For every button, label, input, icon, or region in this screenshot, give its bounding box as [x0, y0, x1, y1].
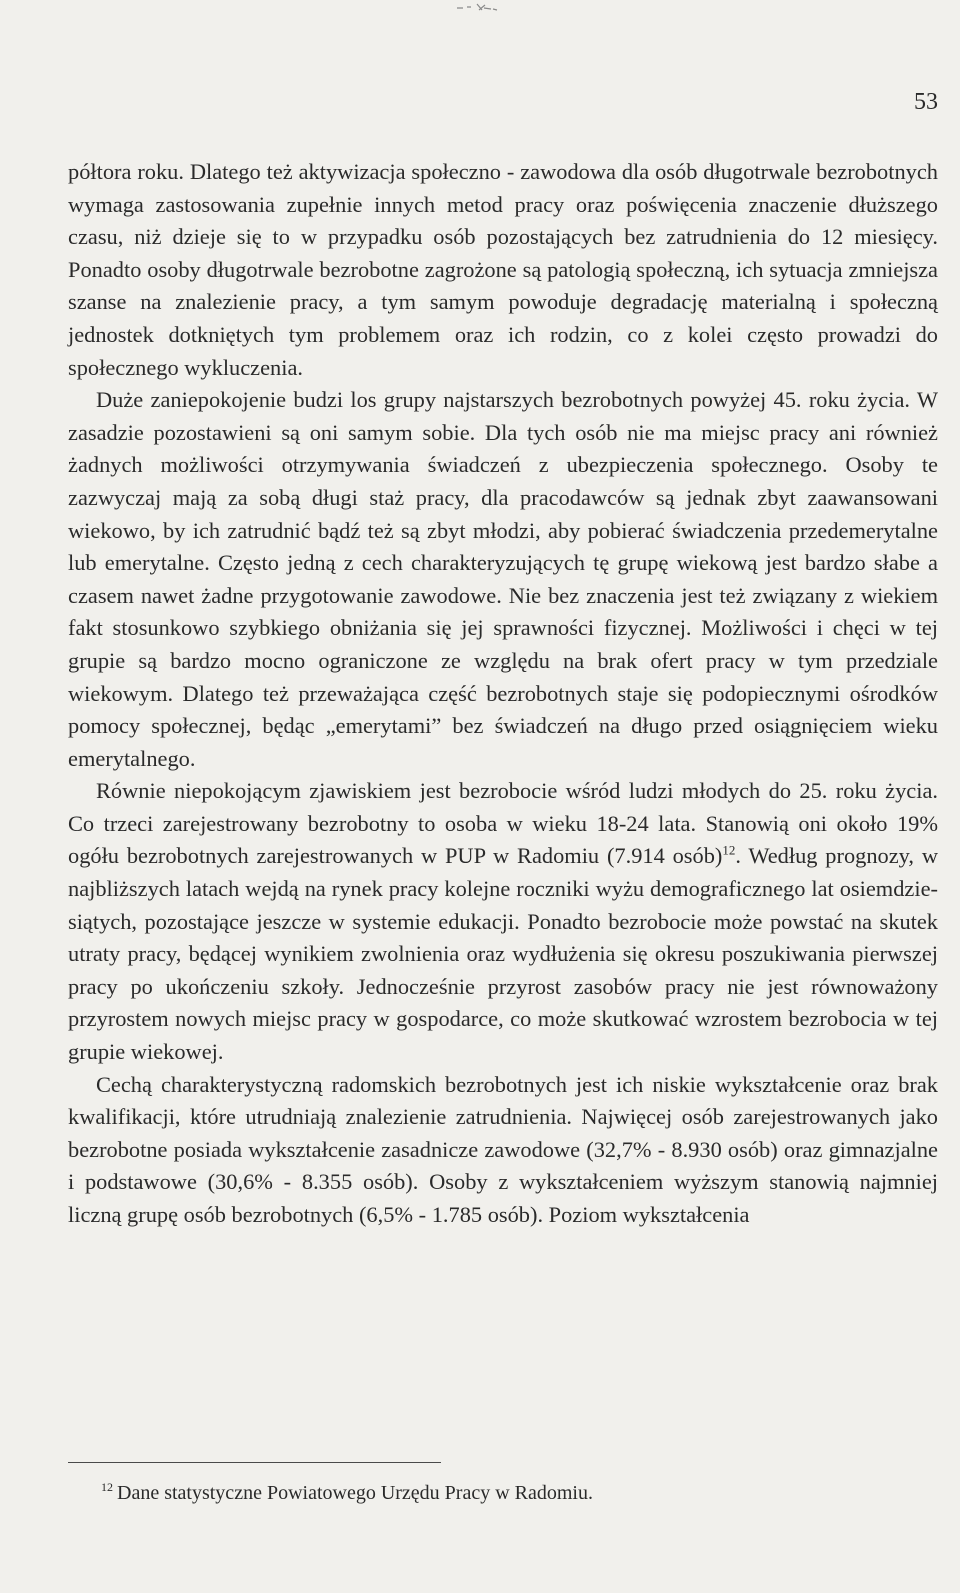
paragraph-text: . Według prognozy, w najbliższych latach wejdą na rynek pracy kolejne roczniki wyżu demograficznego lat osiemdziesiątych, pozostające jeszcze w systemie edukacji. Ponadto bezrobocie może powstać na skutek utraty pracy, będącej wynikiem zwolnienia oraz wydłużenia się okresu poszukiwania pierwszej pracy po ukończeniu szkoły. Jednocześnie przyrost zasobów pracy nie jest równoważony przyrostem nowych miejsc pracy w gospodarce, co może skutkować wzrostem bezrobocia w tej grupie wiekowej.	[68, 843, 939, 1065]
paragraph-text: półtora roku. Dlatego też aktywizacja społeczno - zawodowa dla osób długotrwale bezrobotnych wymaga zastosowania zupełnie innych metod pracy oraz poświęcenia znaczenie dłuższego czasu, niż dzieje się to w przypadku osób pozostających bez zatrudnienia do 12 miesięcy. Ponadto osoby długotrwale bezrobotne zagrożone są patologią społeczną, ich sytuacja zmniejsza szanse na znalezienie pracy, a tym samym powoduje degradację materialną i społeczną jednostek dotkniętych tym problemem oraz ich rodzin, co z kolei często prowadzi do społecznego wykluczenia.	[68, 159, 938, 380]
paragraph-text: Równie niepokojącym zjawiskiem jest bezrobocie wśród ludzi młodych do 25. roku życia. Co trzeci zarejestrowany bezrobotny to osoba w wieku 18-24 lata. Stanowią oni około 19% ogółu bezrobotnych zarejestrowanych w PUP w Radomiu (7.914 osób)	[68, 778, 938, 869]
scan-artifact-mark	[455, 2, 499, 12]
paragraph	[68, 384, 938, 775]
footnote	[101, 1479, 921, 1507]
page-number: 53	[914, 89, 938, 115]
footnote-separator	[68, 1462, 441, 1463]
footnote-reference: 12	[722, 843, 736, 858]
footnote-text: Dane statystyczne Powiatowego Urzędu Pracy w Radomiu.	[117, 1482, 593, 1504]
body-text	[68, 156, 938, 1232]
footnote-number: 12	[101, 1480, 113, 1495]
paragraph-text: Duże zaniepokojenie budzi los grupy najstarszych bezrobotnych powyżej 45. roku życia. W zasadzie pozostawieni są oni samym sobie. Dla tych osób nie ma miejsc pracy ani również żadnych możliwości otrzymywania świadczeń z ubezpieczenia społecznego. Osoby te zazwyczaj mają za sobą długi staż pracy, dla pracodawców są jednak zbyt zaawansowani wiekowo, by ich zatrudnić bądź też są zbyt młodzi, aby pobierać świadczenia przedemerytalne lub emerytalne. Często jedną z cech charakteryzujących tę grupę wiekową jest bardzo słabe a czasem nawet żadne przygotowanie zawodowe. Nie bez znaczenia jest też związany z wiekiem fakt stosunkowo szybkiego obniżania się jej sprawności fizycznej. Możliwości i chęci w tej grupie są bardzo mocno ograniczone ze względu na brak ofert pracy w tym przedziale wiekowym. Dlatego też przeważająca część bezrobotnych staje się podopiecznymi ośrodków pomocy społecznej, będąc „emerytami” bez świadczeń na długo przed osiągnięciem wieku emerytalnego.	[68, 387, 938, 771]
paragraph	[68, 1069, 938, 1232]
paragraph	[68, 775, 938, 1068]
paragraph	[68, 156, 938, 384]
paragraph-text: Cechą charakterystyczną radomskich bezrobotnych jest ich niskie wykształcenie oraz brak kwalifikacji, które utrudniają znalezienie zatrudnienia. Najwięcej osób zarejestrowanych jako bezrobotne posiada wykształcenie zasadnicze zawodowe (32,7% - 8.930 osób) oraz gimnazjalne i podstawowe (30,6% - 8.355 osób). Osoby z wykształceniem wyższym stanowią najmniej liczną grupę osób bezrobotnych (6,5% - 1.785 osób). Poziom wykształcenia	[68, 1071, 938, 1227]
